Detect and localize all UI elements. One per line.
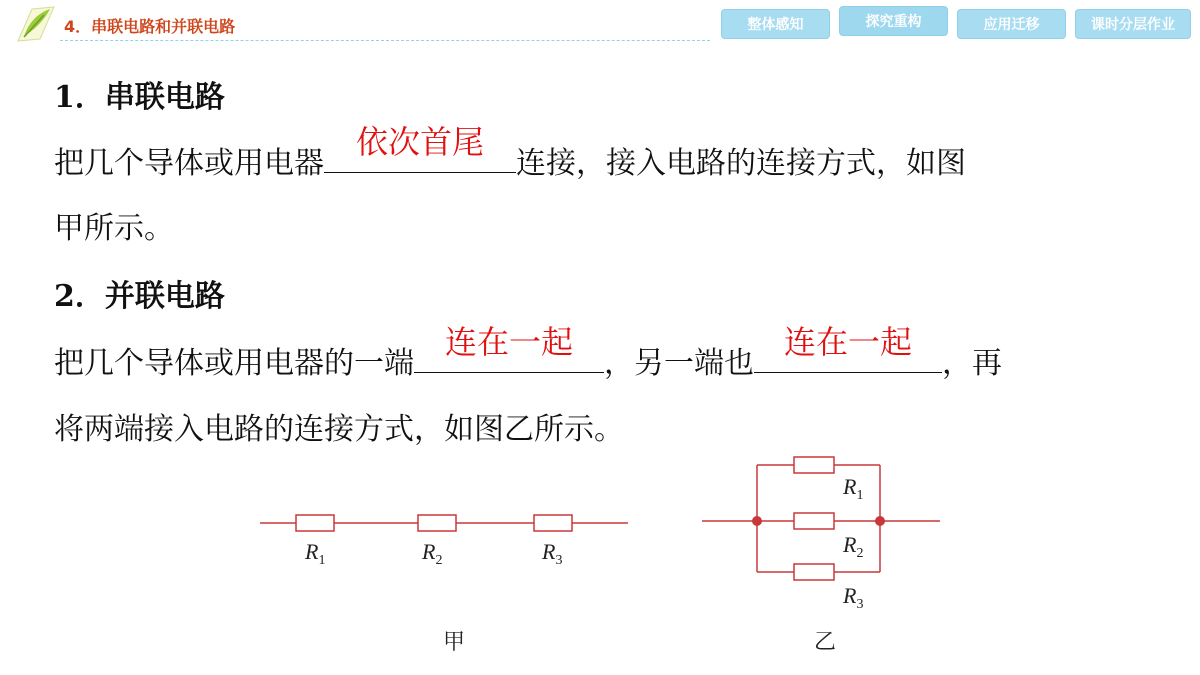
parallel-text-middle: ，另一端也	[604, 346, 754, 381]
parallel-resistor-r2	[794, 513, 834, 529]
parallel-text-after: ，再	[942, 346, 1002, 381]
page-title: 4．串联电路和并联电路	[64, 17, 236, 36]
parallel-definition-line2: 将两端接入电路的连接方式，如图乙所示。	[54, 412, 624, 447]
parallel-answer-2: 连在一起	[783, 323, 912, 361]
parallel-label-r1: $R_1$	[843, 474, 864, 503]
series-resistor-r1	[296, 515, 334, 531]
series-resistor-r2	[418, 515, 456, 531]
series-label-r1: $R_1$	[305, 539, 326, 568]
series-definition-line2: 甲所示。	[54, 211, 174, 246]
parallel-label-r3: $R_3$	[843, 583, 864, 612]
parallel-resistor-r1	[794, 457, 834, 473]
parallel-label-r2: $R_2$	[843, 532, 864, 561]
nav-tab-explore[interactable]: 探究重构	[839, 6, 948, 36]
series-label-r3: $R_3$	[542, 539, 563, 568]
series-caption: 甲	[443, 630, 466, 655]
parallel-caption: 乙	[814, 630, 837, 655]
nav-tab-apply[interactable]: 应用迁移	[957, 9, 1066, 39]
series-circuit-diagram	[260, 515, 628, 531]
nav-tab-homework[interactable]: 课时分层作业	[1075, 9, 1191, 39]
parallel-junction-left	[752, 516, 762, 526]
parallel-text-before: 把几个导体或用电器的一端	[54, 346, 414, 381]
series-text-after: 连接，接入电路的连接方式，如图	[516, 146, 966, 181]
nav-tab-overview[interactable]: 整体感知	[721, 9, 830, 39]
parallel-answer-1: 连在一起	[444, 323, 573, 361]
parallel-resistor-r3	[794, 564, 834, 580]
series-text-before: 把几个导体或用电器	[54, 146, 324, 181]
parallel-junction-right	[875, 516, 885, 526]
series-resistor-r3	[534, 515, 572, 531]
section-heading-parallel: 2．并联电路	[54, 279, 225, 314]
series-answer: 依次首尾	[355, 123, 484, 161]
series-label-r2: $R_2$	[422, 539, 443, 568]
section-heading-series: 1．串联电路	[54, 80, 225, 115]
parallel-circuit-diagram	[702, 457, 940, 580]
